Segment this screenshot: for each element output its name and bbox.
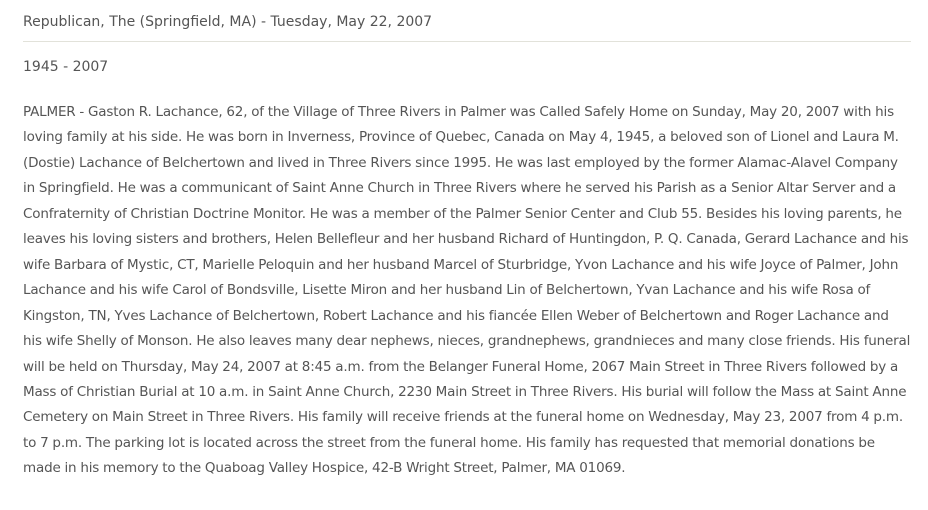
obituary-body-text: PALMER - Gaston R. Lachance, 62, of the Village of Three Rivers in Palmer was Called Safely Home on Sunday, May 20, 2007 with his loving family at his side. He was born in Inverness, Province of Quebec, Canada on May 4, 1945, a beloved son of Lionel and Laura M. (Dostie) Lachance of Belchertown and lived in Three Rivers since 1995. He was last employed by the former Alamac-Alavel Company in Springfield. He was a communicant of Saint Anne Church in Three Rivers where he served his Parish as a Senior Altar Server and a Confraternity of Christian Doctrine Monitor. He was a member of the Palmer Senior Center and Club 55. Besides his loving parents, he leaves his loving sisters and brothers, Helen Bellefleur and her husband Richard of Huntingdon, P. Q. Canada, Gerard Lachance and his wife Barbara of Mystic, CT, Marielle Peloquin and her husband Marcel of Sturbridge, Yvon Lachance and his wife Joyce of Palmer, John Lachance and his wife Carol of Bondsville, Lisette Miron and her husband Lin of Belchertown, Yvan Lachance and his wife Rosa of Kingston, TN, Yves Lachance of Belchertown, Robert Lachance and his fiancée Ellen Weber of Belchertown and Roger Lachance and his wife Shelly of Monson. He also leaves many dear nephews, nieces, grandnephews, grandnieces and many close friends. His funeral will be held on Thursday, May 24, 2007 at 8:45 a.m. from the Belanger Funeral Home, 2067 Main Street in Three Rivers followed by a Mass of Christian Burial at 10 a.m. in Saint Anne Church, 2230 Main Street in Three Rivers. His burial will follow the Mass at Saint Anne Cemetery on Main Street in Three Rivers. His family will receive friends at the funeral home on Wednesday, May 23, 2007 from 4 p.m. to 7 p.m. The parking lot is located across the street from the funeral home. His family has requested that memorial donations be made in his memory to the Quaboag Valley Hospice, 42-B Wright Street, Palmer, MA 01069. — [23, 104, 911, 477]
life-years: 1945 - 2007 — [23, 59, 109, 75]
source-publication-line: Republican, The (Springfield, MA) - Tuesday, May 22, 2007 — [23, 12, 911, 42]
